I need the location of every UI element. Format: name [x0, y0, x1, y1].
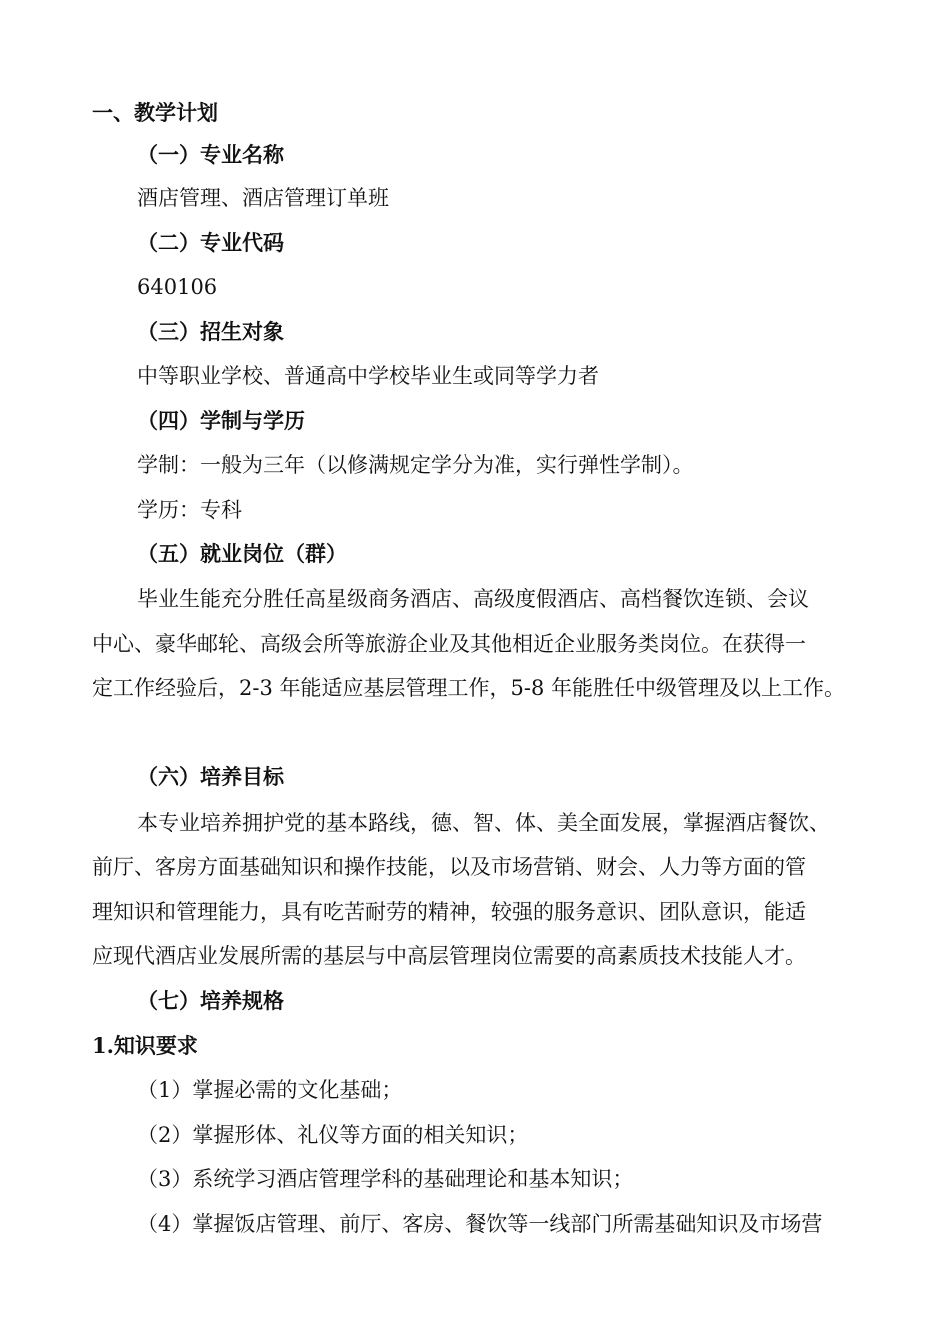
degree-text: 学历：专科 [137, 498, 242, 522]
employment-paragraph-line: 中心、豪华邮轮、高级会所等旅游企业及其他相近企业服务类岗位。在获得一 [92, 632, 806, 656]
heading-knowledge-requirements: 1.知识要求 [92, 1033, 198, 1058]
major-code-text: 640106 [137, 275, 218, 299]
duration-text: 学制：一般为三年（以修满规定学分为准，实行弹性学制）。 [137, 453, 694, 477]
goal-paragraph-line: 本专业培养拥护党的基本路线，德、智、体、美全面发展，掌握酒店餐饮、 [137, 811, 830, 835]
heading-major-name: （一）专业名称 [137, 142, 284, 167]
knowledge-item: （4）掌握饭店管理、前厅、客房、餐饮等一线部门所需基础知识及市场营 [137, 1212, 823, 1236]
goal-paragraph-line: 理知识和管理能力，具有吃苦耐劳的精神，较强的服务意识、团队意识，能适 [92, 900, 806, 924]
heading-training-goal: （六）培养目标 [137, 764, 284, 789]
heading-duration-degree: （四）学制与学历 [137, 408, 305, 433]
knowledge-item: （1）掌握必需的文化基础； [137, 1078, 403, 1102]
knowledge-item: （3）系统学习酒店管理学科的基础理论和基本知识； [137, 1167, 634, 1191]
employment-paragraph-line: 毕业生能充分胜任高星级商务酒店、高级度假酒店、高档餐饮连锁、会议 [137, 587, 809, 611]
section-title: 一、教学计划 [92, 100, 218, 125]
heading-training-specs: （七）培养规格 [137, 988, 284, 1013]
enrollment-target-text: 中等职业学校、普通高中学校毕业生或同等学力者 [137, 364, 599, 388]
goal-paragraph-line: 应现代酒店业发展所需的基层与中高层管理岗位需要的高素质技术技能人才。 [92, 944, 806, 968]
goal-paragraph-line: 前厅、客房方面基础知识和操作技能，以及市场营销、财会、人力等方面的管 [92, 855, 806, 879]
major-name-text: 酒店管理、酒店管理订单班 [137, 186, 389, 210]
heading-employment-positions: （五）就业岗位（群） [137, 541, 347, 566]
knowledge-item: （2）掌握形体、礼仪等方面的相关知识； [137, 1123, 529, 1147]
heading-enrollment-target: （三）招生对象 [137, 319, 284, 344]
employment-paragraph-line: 定工作经验后，2-3 年能适应基层管理工作，5-8 年能胜任中级管理及以上工作。 [92, 676, 845, 700]
heading-major-code: （二）专业代码 [137, 230, 284, 255]
